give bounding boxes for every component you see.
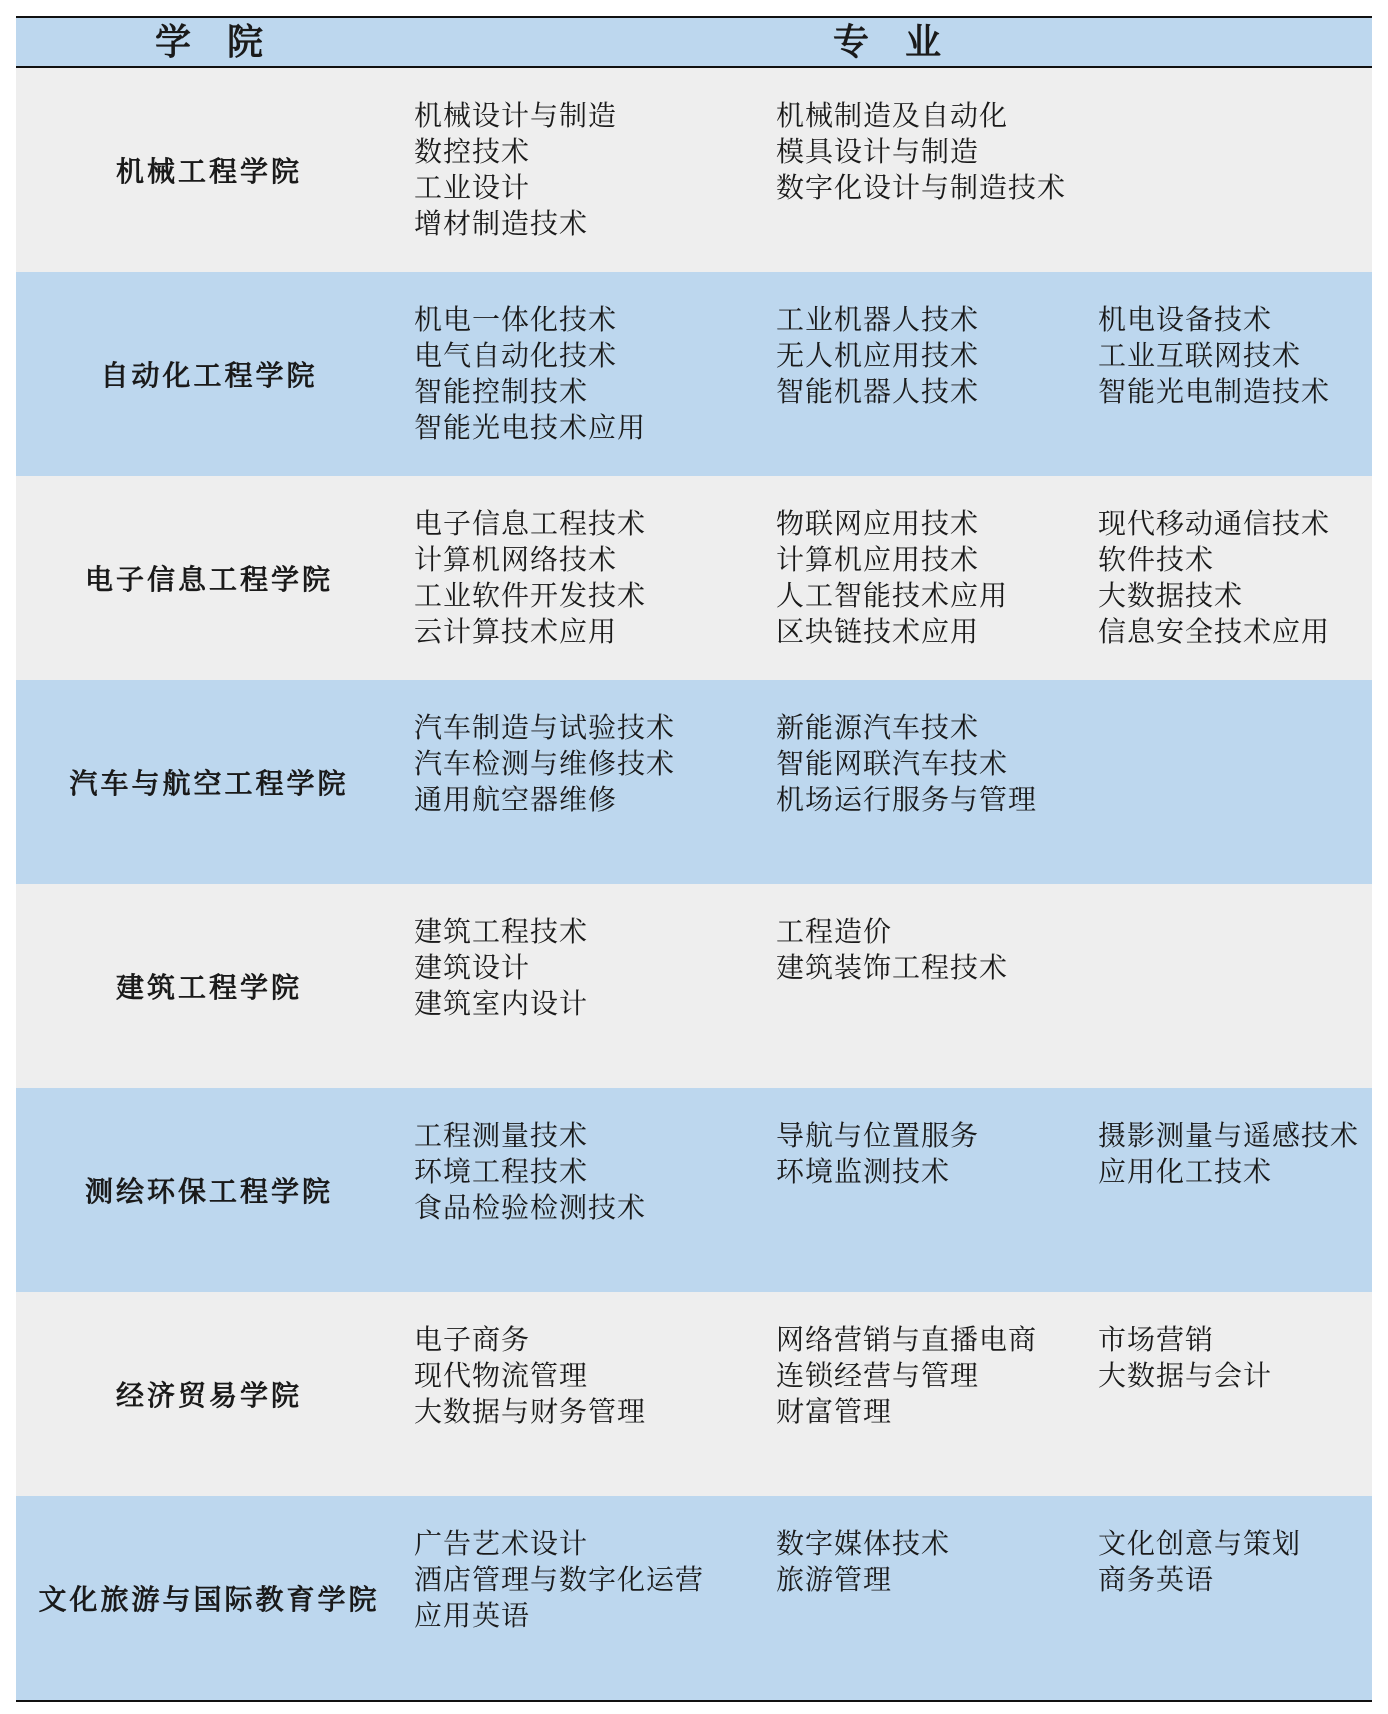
major-item: 酒店管理与数字化运营 [414,1563,705,1596]
major-item: 食品检验检测技术 [414,1191,647,1224]
table-body [16,68,1372,1700]
college-name: 测绘环保工程学院 [84,1175,333,1208]
major-item: 现代移动通信技术 [1098,507,1331,540]
major-item: 大数据与会计 [1098,1359,1273,1392]
major-item: 商务英语 [1098,1563,1215,1596]
table-row [16,68,1372,272]
table-row [16,272,1372,476]
major-item: 电气自动化技术 [414,339,618,372]
major-item: 数控技术 [414,135,531,168]
major-column-2 [776,98,1066,206]
major-item: 工业互联网技术 [1098,339,1302,372]
major-column-2 [776,1322,1037,1430]
major-item: 机电一体化技术 [414,303,618,336]
major-item: 摄影测量与遥感技术 [1098,1119,1360,1152]
major-item: 数字化设计与制造技术 [776,171,1067,204]
major-item: 无人机应用技术 [776,339,980,372]
major-item: 财富管理 [776,1395,893,1428]
table-bottom-rule [16,1700,1372,1702]
major-column-1 [414,506,646,650]
major-item: 建筑室内设计 [414,987,589,1020]
major-item: 工业设计 [414,171,531,204]
major-item: 工业软件开发技术 [414,579,647,612]
major-item: 计算机应用技术 [776,543,980,576]
table-row [16,476,1372,680]
major-column-1 [414,1526,704,1634]
major-column-2 [776,302,979,410]
major-item: 连锁经营与管理 [776,1359,980,1392]
major-item: 信息安全技术应用 [1098,615,1331,648]
major-item: 物联网应用技术 [776,507,980,540]
major-column-1 [414,1118,646,1226]
major-item: 现代物流管理 [414,1359,589,1392]
table-row [16,884,1372,1088]
table-row [16,1496,1372,1700]
major-item: 机场运行服务与管理 [776,783,1038,816]
major-item: 建筑工程技术 [414,915,589,948]
major-item: 工程测量技术 [414,1119,589,1152]
major-item: 环境监测技术 [776,1155,951,1188]
major-item: 广告艺术设计 [414,1527,589,1560]
major-column-2 [776,914,1008,986]
college-name: 自动化工程学院 [100,359,318,392]
major-item: 市场营销 [1098,1323,1215,1356]
college-name: 建筑工程学院 [115,971,302,1004]
major-item: 人工智能技术应用 [776,579,1009,612]
college-name: 经济贸易学院 [115,1379,302,1412]
major-item: 文化创意与策划 [1098,1527,1302,1560]
major-item: 网络营销与直播电商 [776,1323,1038,1356]
major-item: 应用化工技术 [1098,1155,1273,1188]
major-item: 增材制造技术 [414,207,589,240]
major-item: 环境工程技术 [414,1155,589,1188]
college-name: 机械工程学院 [115,155,302,188]
major-column-1 [414,914,588,1022]
major-column-1 [414,710,675,818]
major-column-3 [1098,1526,1301,1598]
table-row [16,1088,1372,1292]
major-column-2 [776,1118,979,1190]
header-major: 专业 [832,21,977,63]
major-column-1 [414,302,646,446]
major-item: 模具设计与制造 [776,135,980,168]
major-item: 机械设计与制造 [414,99,618,132]
major-item: 机电设备技术 [1098,303,1273,336]
major-item: 智能光电技术应用 [414,411,647,444]
major-column-2 [776,506,1008,650]
major-item: 电子信息工程技术 [414,507,647,540]
header-college: 学院 [154,21,299,63]
major-item: 智能网联汽车技术 [776,747,1009,780]
major-item: 电子商务 [414,1323,531,1356]
major-column-3 [1098,1118,1359,1190]
major-item: 云计算技术应用 [414,615,618,648]
major-column-1 [414,98,617,242]
major-item: 新能源汽车技术 [776,711,980,744]
major-item: 建筑设计 [414,951,531,984]
major-item: 旅游管理 [776,1563,893,1596]
major-item: 工程造价 [776,915,893,948]
major-item: 大数据与财务管理 [414,1395,647,1428]
college-name: 电子信息工程学院 [84,563,333,596]
major-item: 大数据技术 [1098,579,1244,612]
major-item: 应用英语 [414,1599,531,1632]
major-item: 智能光电制造技术 [1098,375,1331,408]
college-name: 文化旅游与国际教育学院 [38,1583,380,1616]
major-item: 区块链技术应用 [776,615,980,648]
major-column-3 [1098,506,1330,650]
major-item: 数字媒体技术 [776,1527,951,1560]
major-item: 建筑装饰工程技术 [776,951,1009,984]
major-item: 通用航空器维修 [414,783,618,816]
major-column-3 [1098,1322,1272,1394]
major-column-2 [776,710,1037,818]
major-item: 汽车制造与试验技术 [414,711,676,744]
major-column-2 [776,1526,950,1598]
major-item: 智能机器人技术 [776,375,980,408]
table-row [16,1292,1372,1496]
table-header [16,18,1372,68]
major-column-3 [1098,302,1330,410]
major-column-1 [414,1322,646,1430]
major-item: 工业机器人技术 [776,303,980,336]
major-item: 导航与位置服务 [776,1119,980,1152]
major-item: 计算机网络技术 [414,543,618,576]
table-row [16,680,1372,884]
college-name: 汽车与航空工程学院 [69,767,349,800]
major-item: 汽车检测与维修技术 [414,747,676,780]
major-item: 智能控制技术 [414,375,589,408]
major-item: 软件技术 [1098,543,1215,576]
major-item: 机械制造及自动化 [776,99,1009,132]
